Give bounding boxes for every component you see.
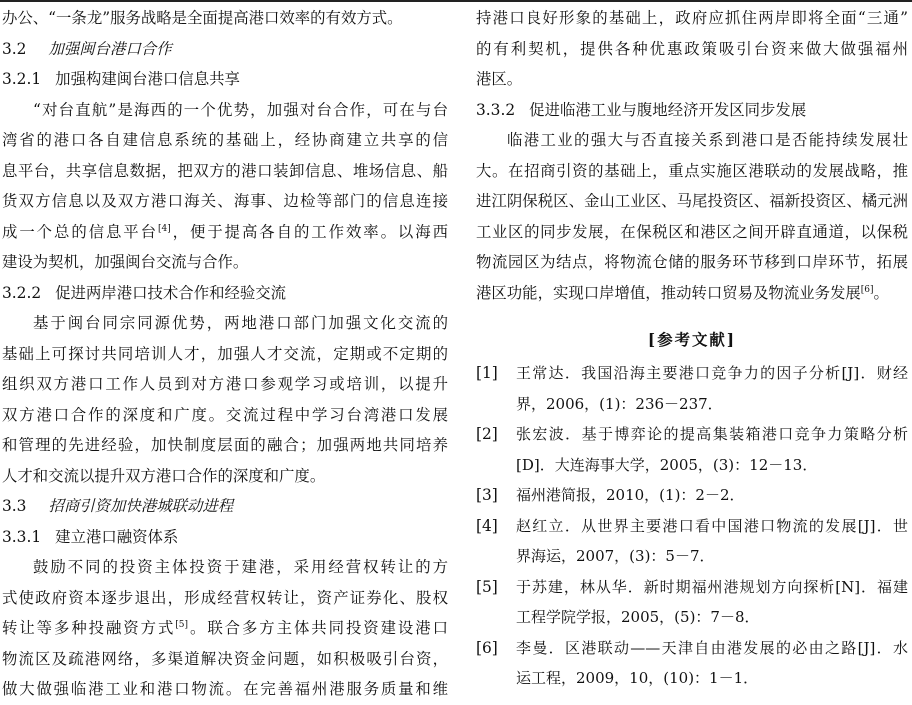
body-text-line: [2, 247, 448, 278]
reference-text-line: 界海运，2007，(3)：5－7．: [516, 547, 715, 565]
reference-item: [476, 358, 908, 419]
line-text: 和管理的先进经验，加快制度层面的融合；加强两地共同培养: [2, 436, 448, 454]
reference-text-line: 于苏建，林从华．新时期福州港规划方向探析[N]．福建: [516, 577, 908, 596]
heading-text: 招商引资加快港城联动进程: [48, 497, 234, 515]
heading-number: 3.2.1: [2, 70, 42, 88]
heading-text: 促进两岸港口技术合作和经验交流: [55, 283, 287, 302]
reference-text-line: 张宏波．基于博弈论的提高集装箱港口竞争力策略分析: [516, 425, 908, 443]
body-text-line: [476, 34, 908, 65]
body-text-line: [476, 125, 908, 156]
body-text-line: [2, 430, 448, 461]
reference-text-line: [D]．大连海事大学，2005，(3)：12－13．: [516, 455, 818, 474]
body-text-line: [2, 186, 448, 217]
heading-number: 3.3.2: [476, 100, 516, 119]
line-text: 基础上可探讨共同培训人才，加强人才交流，定期或不定期的: [2, 344, 448, 363]
references-list: [476, 358, 908, 694]
line-text: 息平台，共享信息数据，把双方的港口装卸信息、堆场信息、船: [2, 161, 448, 180]
reference-text-line: 界，2006，(1)：236－237．: [516, 394, 723, 413]
line-text: 物流园区为结点，将物流仓储的服务环节移到口岸环节，拓展: [476, 253, 908, 271]
reference-text-line: 运工程，2009，10，(10)：1－1．: [516, 669, 759, 687]
subsection-heading: [2, 278, 448, 309]
line-text: 组织双方港口工作人员到对方港口参观学习或培训，以提升: [2, 375, 448, 393]
line-text: “对台直航”是海西的一个优势，加强对台合作，可在与台: [33, 100, 448, 119]
body-text-line: [2, 339, 448, 370]
body-text-line: [476, 278, 908, 309]
reference-number: [6]: [476, 638, 498, 657]
reference-text-line: 工程学院学报，2005，(5)：7－8．: [516, 608, 760, 626]
line-text-continued: ，便于提高各自的工作效率。以海西: [170, 222, 448, 241]
heading-text: 加强闽台港口合作: [48, 39, 172, 58]
line-text: 转让等多种投融资方式: [2, 619, 176, 637]
body-text-line: [2, 461, 448, 492]
body-text-line: [2, 125, 448, 156]
heading-number: 3.2: [2, 39, 27, 58]
right-column: [476, 3, 908, 694]
line-text: 货双方信息以及双方港口海关、海事、边检等部门的信息连接: [2, 192, 448, 210]
body-text-line: [2, 95, 448, 126]
line-text: 成一个总的信息平台: [2, 222, 158, 241]
line-text: 鼓励不同的投资主体投资于建港，采用经营权转让的方: [33, 558, 448, 576]
reference-number: [2]: [476, 425, 498, 443]
line-text: 进江阴保税区、金山工业区、马尾投资区、福新投资区、橘元洲: [476, 192, 908, 210]
body-text-line: [2, 613, 448, 644]
reference-item: [476, 419, 908, 480]
body-text-line: [2, 308, 448, 339]
references-title: [参考文献]: [647, 331, 737, 349]
line-text: 式使政府资本逐步退出，形成经营权转让，资产证券化、股权: [2, 588, 448, 607]
body-text-line: [476, 217, 908, 248]
reference-item: [476, 633, 908, 694]
reference-number: [5]: [476, 577, 498, 596]
subsection-heading: [476, 95, 908, 126]
line-text: 持港口良好形象的基础上，政府应抓住两岸即将全面“三通”: [476, 9, 908, 27]
reference-text-line: 王常达．我国沿海主要港口竞争力的因子分析[J]．财经: [516, 364, 908, 382]
heading-text: 促进临港工业与腹地经济开发区同步发展: [529, 100, 807, 119]
section-heading: [2, 34, 448, 65]
reference-text-line: 赵红立．从世界主要港口看中国港口物流的发展[J]．世: [516, 516, 908, 535]
body-text-line: [2, 644, 448, 675]
line-text: 工业区的同步发展，在保税区和港区之间开辟直通道，以保税: [476, 222, 908, 241]
line-text: 港区。: [476, 70, 523, 88]
reference-number: [3]: [476, 486, 498, 504]
section-heading: [2, 491, 448, 522]
line-text: 建设为契机，加强闽台交流与合作。: [2, 253, 249, 271]
right-column-body: [476, 3, 908, 308]
reference-item: [476, 511, 908, 572]
body-text-line: [2, 156, 448, 187]
line-text: 做大做强临港工业和港口物流。在完善福州港服务质量和维: [2, 680, 448, 698]
body-text-line: [2, 400, 448, 431]
body-text-line: [476, 3, 908, 34]
body-text-line: [2, 3, 448, 34]
body-text-line: [2, 217, 448, 248]
body-text-line: [2, 674, 448, 705]
line-text: 物流区及疏港网络，多渠道解决资金问题，如积极吸引台资，: [2, 649, 448, 668]
reference-text-line: 福州港简报，2010，(1)：2－2．: [516, 486, 745, 504]
line-text-continued: 。联合多方主体共同投资建设港口: [188, 619, 448, 637]
body-text-line: [476, 247, 908, 278]
body-text-line: [476, 186, 908, 217]
left-column: [2, 3, 448, 705]
line-text: 临港工业的强大与否直接关系到港口是否能持续发展壮: [507, 131, 908, 149]
citation-mark: [6]: [860, 284, 874, 295]
heading-number: 3.3: [2, 497, 27, 515]
reference-text-line: 李曼．区港联动——天津自由港发展的必由之路[J]．水: [516, 638, 908, 657]
line-text: 大。在招商引资的基础上，重点实施区港联动的发展战略，推: [476, 161, 908, 180]
line-text: 办公、“一条龙”服务战略是全面提高港口效率的有效方式。: [2, 9, 403, 27]
reference-number: [4]: [476, 516, 498, 535]
citation-mark: [5]: [175, 619, 189, 630]
body-text-line: [476, 64, 908, 95]
line-text: 湾省的港口各自建信息系统的基础上，经协商建立共享的信: [2, 131, 448, 149]
line-text: 基于闽台同宗同源优势，两地港口部门加强文化交流的: [33, 314, 448, 332]
line-text: 双方港口合作的深度和广度。交流过程中学习台湾港口发展: [2, 405, 448, 424]
body-text-line: [476, 156, 908, 187]
heading-text: 加强构建闽台港口信息共享: [55, 70, 240, 88]
body-text-line: [2, 583, 448, 614]
line-text-continued: 。: [873, 283, 889, 302]
subsection-heading: [2, 64, 448, 95]
line-text: 港区功能，实现口岸增值，推动转口贸易及物流业务发展: [476, 283, 861, 302]
citation-mark: [4]: [157, 223, 171, 234]
reference-item: [476, 480, 908, 511]
reference-item: [476, 572, 908, 633]
subsection-heading: [2, 522, 448, 553]
line-text: 人才和交流以提升双方港口合作的深度和广度。: [2, 466, 326, 485]
reference-number: [1]: [476, 364, 498, 382]
heading-number: 3.3.1: [2, 527, 42, 546]
body-text-line: [2, 552, 448, 583]
top-rule: [0, 0, 912, 2]
line-text: 的有利契机，提供各种优惠政策吸引台资来做大做强福州: [476, 39, 908, 58]
body-text-line: [2, 369, 448, 400]
heading-text: 建立港口融资体系: [55, 527, 179, 546]
heading-number: 3.2.2: [2, 283, 42, 302]
